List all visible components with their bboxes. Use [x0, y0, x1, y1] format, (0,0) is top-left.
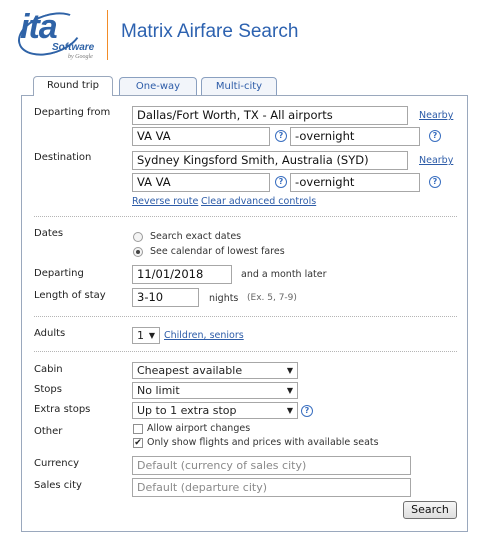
chevron-down-icon: ▼ [148, 331, 155, 340]
extension-help-icon[interactable]: ? [429, 176, 441, 188]
destination-routing-input[interactable]: VA VA [132, 173, 270, 192]
header-divider [107, 10, 108, 60]
dates-label: Dates [34, 228, 64, 239]
exact-dates-label: Search exact dates [150, 231, 242, 242]
allow-airport-changes-checkbox[interactable] [133, 424, 143, 434]
destination-input[interactable]: Sydney Kingsford Smith, Australia (SYD) [132, 151, 408, 170]
extra-stops-label: Extra stops [34, 404, 91, 415]
exact-dates-radio[interactable] [133, 232, 143, 242]
chevron-down-icon: ▼ [286, 386, 293, 395]
departing-date-label: Departing [34, 268, 84, 279]
stops-label: Stops [34, 384, 62, 395]
calendar-fares-label: See calendar of lowest fares [150, 246, 285, 257]
chevron-down-icon: ▼ [286, 366, 293, 375]
adults-select-value: 1 [137, 329, 144, 342]
adults-label: Adults [34, 328, 66, 339]
tab-multi-city[interactable]: Multi-city [201, 77, 277, 95]
allow-airport-changes-label: Allow airport changes [147, 423, 251, 434]
departing-date-input[interactable]: 11/01/2018 [132, 265, 232, 284]
departing-nearby-link[interactable]: Nearby [419, 110, 454, 121]
only-available-seats-label: Only show flights and prices with available seats [147, 437, 379, 448]
cabin-select[interactable] [132, 362, 298, 379]
reverse-route-link[interactable]: Reverse route [132, 196, 199, 207]
sales-city-input[interactable]: Default (departure city) [132, 478, 411, 497]
departing-from-label: Departing from [34, 107, 111, 118]
ita-software-logo [20, 10, 96, 62]
chevron-down-icon: ▼ [286, 406, 293, 415]
section-divider [34, 216, 457, 217]
only-available-seats-checkbox[interactable]: ✔ [134, 438, 142, 448]
adults-select[interactable] [132, 327, 160, 344]
stops-select[interactable] [132, 382, 298, 399]
departing-extension-input[interactable]: -overnight [290, 127, 420, 146]
cabin-select-value: Cheapest available [137, 364, 243, 377]
search-button[interactable]: Search [403, 501, 457, 519]
currency-label: Currency [34, 458, 80, 469]
currency-input[interactable]: Default (currency of sales city) [132, 456, 411, 475]
stops-select-value: No limit [137, 384, 180, 397]
routing-help-icon[interactable]: ? [275, 176, 287, 188]
departing-from-input[interactable]: Dallas/Fort Worth, TX - All airports [132, 106, 408, 125]
search-form-panel [21, 95, 468, 532]
other-label: Other [34, 426, 63, 437]
length-of-stay-hint: (Ex. 5, 7-9) [247, 293, 297, 303]
extension-help-icon[interactable]: ? [429, 130, 441, 142]
tab-round-trip[interactable]: Round trip [33, 76, 113, 96]
page-title: Matrix Airfare Search [121, 21, 299, 42]
destination-extension-input[interactable]: -overnight [290, 173, 420, 192]
section-divider [34, 351, 457, 352]
routing-help-icon[interactable]: ? [275, 130, 287, 142]
children-seniors-link[interactable]: Children, seniors [164, 330, 244, 341]
cabin-label: Cabin [34, 364, 63, 375]
tab-one-way[interactable]: One-way [119, 77, 197, 95]
section-divider [34, 316, 457, 317]
extra-stops-select[interactable] [132, 402, 298, 419]
logo-by-google: by Google [68, 54, 93, 60]
nights-label: nights [209, 293, 239, 304]
clear-advanced-link[interactable]: Clear advanced controls [201, 196, 317, 207]
length-of-stay-label: Length of stay [34, 290, 106, 301]
extra-stops-help-icon[interactable]: ? [301, 405, 313, 417]
length-of-stay-input[interactable]: 3-10 [132, 288, 199, 307]
logo-text: ita [20, 8, 57, 46]
extra-stops-select-value: Up to 1 extra stop [137, 404, 237, 417]
destination-label: Destination [34, 152, 92, 163]
departing-date-suffix: and a month later [241, 269, 327, 280]
destination-nearby-link[interactable]: Nearby [419, 155, 454, 166]
sales-city-label: Sales city [34, 480, 82, 491]
logo-subtext: Software [52, 42, 95, 53]
calendar-fares-radio[interactable] [133, 247, 143, 257]
departing-routing-input[interactable]: VA VA [132, 127, 270, 146]
